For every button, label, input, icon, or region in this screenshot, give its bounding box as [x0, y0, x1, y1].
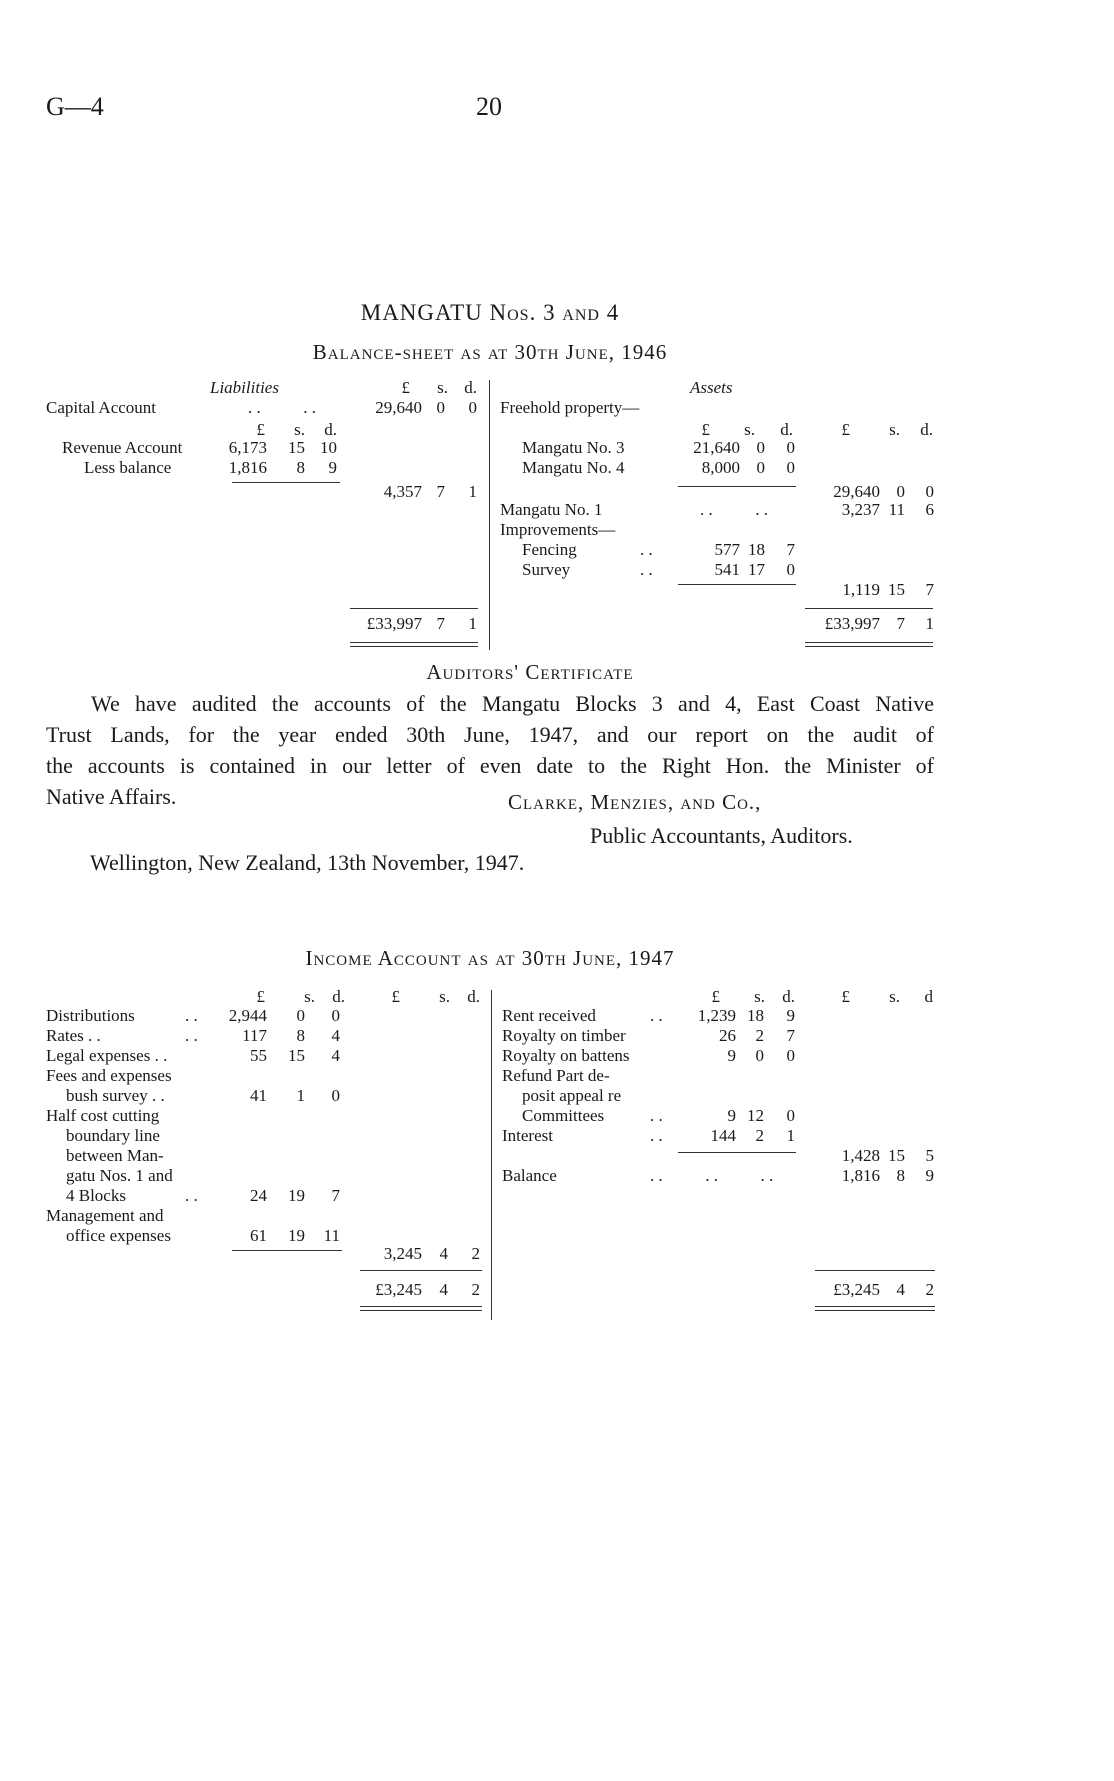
ia-credit-outer-pence: d	[924, 987, 933, 1006]
revenue-account-shillings: 15	[288, 438, 305, 457]
mangatu4-pence: 0	[786, 458, 795, 477]
credit-rent-shillings: 18	[747, 1006, 764, 1025]
debit-distributions-leader: . .	[185, 1006, 198, 1025]
debit-halfcost-shillings: 19	[288, 1186, 305, 1205]
rule-liab-total-top	[350, 608, 478, 609]
survey-pounds: 541	[714, 560, 740, 579]
credit-timber-pounds: 26	[719, 1026, 736, 1045]
credit-interest-pounds: 144	[710, 1126, 736, 1145]
credit-interest-pence: 1	[786, 1126, 795, 1145]
fencing-pence: 7	[786, 540, 795, 559]
ia-credit-outer-shilling: s.	[889, 987, 900, 1006]
debits-total-pence: 2	[471, 1280, 480, 1299]
auditor-role: Public Accountants, Auditors.	[590, 823, 853, 848]
debits-total-shillings: 4	[439, 1280, 448, 1299]
auditors-line-4: Native Affairs.	[46, 784, 177, 809]
debit-fees-shillings: 1	[296, 1086, 305, 1105]
capital-account-pounds: 29,640	[375, 398, 422, 417]
debit-management-pence: 11	[323, 1226, 340, 1245]
mangatu1-shillings: 11	[888, 500, 905, 519]
col-shilling: s.	[437, 378, 448, 397]
ia-debit-inner-pound: £	[256, 987, 265, 1006]
assets-total-pounds: £33,997	[824, 614, 880, 633]
balance-pounds: 1,816	[841, 1166, 880, 1185]
debit-halfcost-leader: . .	[185, 1186, 198, 1205]
less-balance-pounds: 1,816	[228, 458, 267, 477]
inner-col-pound: £	[256, 420, 265, 439]
debit-distributions-label: Distributions	[46, 1006, 135, 1025]
debit-fees-label-2: bush survey . .	[66, 1086, 165, 1105]
debits-total-pounds: £3,245	[375, 1280, 422, 1299]
ia-credit-inner-pence: d.	[782, 987, 795, 1006]
less-balance-pence: 9	[328, 458, 337, 477]
credits-total-pounds: £3,245	[833, 1280, 880, 1299]
assets-total-pence: 1	[925, 614, 934, 633]
mangatu1-pounds: 3,237	[841, 500, 880, 519]
mangatu3-pence: 0	[786, 438, 795, 457]
debit-management-pounds: 61	[250, 1226, 267, 1245]
liabilities-total-shillings: 7	[436, 614, 445, 633]
debit-distributions-pounds: 2,944	[228, 1006, 267, 1025]
assets-inner-col-pence: d.	[780, 420, 793, 439]
debit-legal-pounds: 55	[250, 1046, 267, 1065]
less-balance-shillings: 8	[296, 458, 305, 477]
debit-rates-shillings: 8	[296, 1026, 305, 1045]
rule-improvements-sub	[678, 584, 796, 585]
debit-distributions-pence: 0	[331, 1006, 340, 1025]
rule-freehold-sub	[678, 486, 796, 487]
rule-credits-total-top	[815, 1270, 935, 1271]
auditor-place-date: Wellington, New Zealand, 13th November, 1947.	[90, 850, 525, 875]
inner-col-pence: d.	[324, 420, 337, 439]
rule-assets-total-double	[805, 642, 933, 647]
credits-subtotal-pence: 5	[925, 1146, 934, 1165]
credit-interest-label: Interest	[502, 1126, 553, 1145]
auditor-firm: Clarke, Menzies, and Co.,	[508, 790, 762, 814]
rule-debits-total-top	[360, 1270, 482, 1271]
assets-total-shillings: 7	[896, 614, 905, 633]
credit-rent-leader: . .	[650, 1006, 663, 1025]
balance-sheet-title: Balance-sheet as at 30th June, 1946	[312, 340, 668, 364]
fencing-label: Fencing	[522, 540, 577, 559]
balance-label: Balance	[502, 1166, 557, 1185]
liabilities-total-pounds: £33,997	[366, 614, 422, 633]
debit-halfcost-pence: 7	[331, 1186, 340, 1205]
ia-debit-outer-pound: £	[391, 987, 400, 1006]
balance-pence: 9	[925, 1166, 934, 1185]
ia-debit-inner-pence: d.	[332, 987, 345, 1006]
ia-credit-inner-shilling: s.	[754, 987, 765, 1006]
survey-label: Survey	[522, 560, 571, 579]
improvements-label: Improvements—	[500, 520, 616, 539]
debit-legal-shillings: 15	[288, 1046, 305, 1065]
debit-halfcost-label-1: Half cost cutting	[46, 1106, 160, 1125]
rule-assets-total-top	[805, 608, 933, 609]
rule-debits-total-double	[360, 1306, 482, 1311]
ia-debit-outer-pence: d.	[467, 987, 480, 1006]
freehold-label: Freehold property—	[500, 398, 640, 417]
rule-credits-total-double	[815, 1306, 935, 1311]
mangatu3-pounds: 21,640	[693, 438, 740, 457]
page-title: MANGATU Nos. 3 and 4	[360, 300, 620, 325]
fencing-leader: . .	[640, 540, 653, 559]
debit-halfcost-label-3: between Man-	[66, 1146, 164, 1165]
assets-outer-col-shilling: s.	[889, 420, 900, 439]
mangatu4-shillings: 0	[756, 458, 765, 477]
liabilities-heading: Liabilities	[210, 378, 279, 397]
improvements-total-pounds: 1,119	[842, 580, 880, 599]
col-pound: £	[401, 378, 410, 397]
auditors-line-1: We have audited the accounts of the Mangatu Blocks 3 and 4, East Coast Native	[91, 691, 934, 716]
capital-account-shillings: 0	[436, 398, 445, 417]
credit-battens-pounds: 9	[727, 1046, 736, 1065]
credit-refund-pounds: 9	[727, 1106, 736, 1125]
inner-col-shilling: s.	[294, 420, 305, 439]
debit-legal-label: Legal expenses . .	[46, 1046, 168, 1065]
survey-leader: . .	[640, 560, 653, 579]
credit-timber-shillings: 2	[755, 1026, 764, 1045]
debit-management-shillings: 19	[288, 1226, 305, 1245]
credit-refund-leader: . .	[650, 1106, 663, 1125]
mangatu3-shillings: 0	[756, 438, 765, 457]
assets-heading: Assets	[690, 378, 733, 397]
survey-pence: 0	[786, 560, 795, 579]
credit-interest-shillings: 2	[755, 1126, 764, 1145]
debit-rates-label: Rates . .	[46, 1026, 101, 1045]
rule-liab-sub	[232, 482, 340, 483]
ia-credit-outer-pound: £	[841, 987, 850, 1006]
freehold-total-shillings: 0	[896, 482, 905, 501]
credit-rent-label: Rent received	[502, 1006, 596, 1025]
ia-debit-outer-shilling: s.	[439, 987, 450, 1006]
debit-management-label-2: office expenses	[66, 1226, 171, 1245]
income-account-title: Income Account as at 30th June, 1947	[305, 946, 675, 970]
revenue-account-pounds: 6,173	[228, 438, 267, 457]
debit-rates-pounds: 117	[242, 1026, 267, 1045]
mangatu1-pence: 6	[925, 500, 934, 519]
net-revenue-shillings: 7	[436, 482, 445, 501]
fencing-pounds: 577	[714, 540, 740, 559]
credit-timber-pence: 7	[786, 1026, 795, 1045]
credit-rent-pounds: 1,239	[697, 1006, 736, 1025]
mangatu1-label: Mangatu No. 1	[500, 500, 603, 519]
fencing-shillings: 18	[748, 540, 765, 559]
mangatu4-label: Mangatu No. 4	[522, 458, 625, 477]
rule-debits-sub	[232, 1250, 342, 1251]
income-account-divider	[491, 990, 492, 1320]
net-revenue-pence: 1	[468, 482, 477, 501]
balance-sheet-divider	[489, 380, 490, 650]
survey-shillings: 17	[748, 560, 765, 579]
credits-subtotal-pounds: 1,428	[841, 1146, 880, 1165]
less-balance-label: Less balance	[84, 458, 172, 477]
auditors-paragraph	[46, 688, 934, 812]
mangatu3-label: Mangatu No. 3	[522, 438, 625, 457]
credit-battens-pence: 0	[786, 1046, 795, 1065]
credits-total-pence: 2	[925, 1280, 934, 1299]
credit-interest-leader: . .	[650, 1126, 663, 1145]
debit-halfcost-label-5: 4 Blocks	[66, 1186, 126, 1205]
page-number: 20	[476, 92, 502, 121]
series-number: G—4	[46, 92, 104, 121]
debit-management-label-1: Management and	[46, 1206, 164, 1225]
assets-outer-col-pence: d.	[920, 420, 933, 439]
debit-halfcost-label-2: boundary line	[66, 1126, 160, 1145]
assets-inner-col-pound: £	[701, 420, 710, 439]
freehold-total-pounds: 29,640	[833, 482, 880, 501]
credit-refund-pence: 0	[786, 1106, 795, 1125]
net-revenue-pounds: 4,357	[383, 482, 422, 501]
debits-subtotal-shillings: 4	[439, 1244, 448, 1263]
credits-total-shillings: 4	[896, 1280, 905, 1299]
col-pence: d.	[464, 378, 477, 397]
capital-account-leader: . . . .	[248, 398, 316, 417]
liabilities-total-pence: 1	[468, 614, 477, 633]
debits-subtotal-pounds: 3,245	[383, 1244, 422, 1263]
auditors-line-2: Trust Lands, for the year ended 30th June, 1947, and our report on the audit of	[46, 722, 934, 747]
auditors-heading: Auditors' Certificate	[426, 660, 634, 684]
credit-refund-label-3: Committees	[522, 1106, 605, 1125]
ia-debit-inner-shilling: s.	[304, 987, 315, 1006]
credit-refund-label-1: Refund Part de-	[502, 1066, 610, 1085]
mangatu1-leader: . . . .	[700, 500, 768, 519]
capital-account-label: Capital Account	[46, 398, 157, 417]
assets-outer-col-pound: £	[841, 420, 850, 439]
rule-credits-sub	[678, 1152, 796, 1153]
debit-fees-label-1: Fees and expenses	[46, 1066, 172, 1085]
mangatu4-pounds: 8,000	[701, 458, 740, 477]
credit-battens-shillings: 0	[755, 1046, 764, 1065]
credit-refund-label-2: posit appeal re	[522, 1086, 622, 1105]
improvements-total-pence: 7	[925, 580, 934, 599]
credit-timber-label: Royalty on timber	[502, 1026, 626, 1045]
credits-subtotal-shillings: 15	[888, 1146, 905, 1165]
balance-shillings: 8	[896, 1166, 905, 1185]
credit-battens-label: Royalty on battens	[502, 1046, 630, 1065]
credit-rent-pence: 9	[786, 1006, 795, 1025]
debit-rates-pence: 4	[331, 1026, 340, 1045]
debit-fees-pence: 0	[331, 1086, 340, 1105]
debit-legal-pence: 4	[331, 1046, 340, 1065]
debit-halfcost-label-4: gatu Nos. 1 and	[66, 1166, 173, 1185]
rule-liab-total-double	[350, 642, 478, 647]
debit-rates-leader: . .	[185, 1026, 198, 1045]
debit-halfcost-pounds: 24	[250, 1186, 267, 1205]
assets-inner-col-shilling: s.	[744, 420, 755, 439]
debits-subtotal-pence: 2	[471, 1244, 480, 1263]
improvements-total-shillings: 15	[888, 580, 905, 599]
auditors-line-3: the accounts is contained in our letter of even date to the Right Hon. the Minister of	[46, 753, 934, 778]
debit-distributions-shillings: 0	[296, 1006, 305, 1025]
capital-account-pence: 0	[468, 398, 477, 417]
freehold-total-pence: 0	[925, 482, 934, 501]
debit-fees-pounds: 41	[250, 1086, 267, 1105]
ia-credit-inner-pound: £	[711, 987, 720, 1006]
revenue-account-label: Revenue Account	[62, 438, 183, 457]
revenue-account-pence: 10	[320, 438, 337, 457]
balance-leader: . . . . . .	[650, 1166, 774, 1185]
credit-refund-shillings: 12	[747, 1106, 764, 1125]
